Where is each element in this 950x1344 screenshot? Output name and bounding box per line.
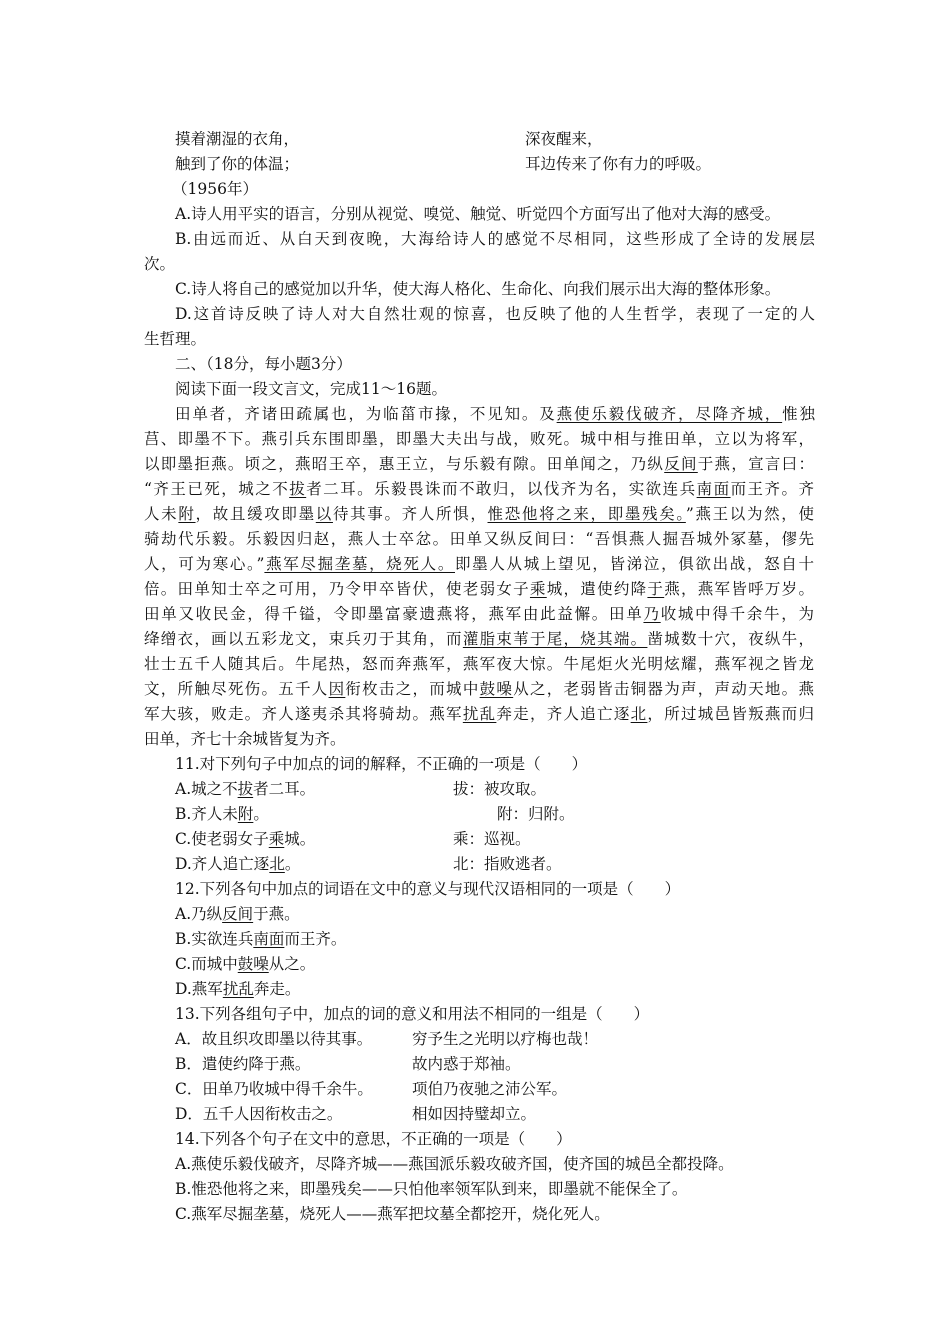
passage-line-14: 田单，齐七十余城皆复为齐。 xyxy=(144,730,346,748)
underlined-phrase: 灌脂束苇于尾，烧其端。 xyxy=(462,630,648,648)
q11-option-b: B.齐人未附。 xyxy=(175,805,269,823)
q10-option-b-line1: B.由远而近、从白天到夜晚，大海给诗人的感觉不尽相同，这些形成了全诗的发展层 xyxy=(175,230,815,248)
passage-line-4: “齐王已死，城之不拔者二耳。乐毅畏诛而不敢归，以伐齐为名，实欲连兵南面而王齐。齐 xyxy=(144,480,814,498)
passage-line-9: 田单又收民金，得千镒，令即墨富豪遗燕将，燕军由此益懈。田单乃收城中得千余牛，为 xyxy=(144,605,814,623)
q11-option-c: C.使老弱女子乘城。 xyxy=(175,830,316,848)
q14-stem: 14.下列各个句子在文中的意思，不正确的一项是（ ） xyxy=(175,1130,572,1148)
q11-option-a: A.城之不拔者二耳。 xyxy=(175,780,316,798)
q12-option-d: D.燕军扰乱奔走。 xyxy=(175,980,301,998)
passage-line-11: 壮士五千人随其后。牛尾热，怒而奔燕军，燕军夜大惊。牛尾炬火光明炫耀，燕军视之皆龙 xyxy=(144,655,814,673)
q11-option-a-gloss: 拔：被攻取。 xyxy=(453,780,547,798)
underlined-word: 北 xyxy=(630,705,648,723)
passage-line-10: 绛缯衣，画以五彩龙文，束兵刃于其角，而灌脂束苇于尾，烧其端。凿城数十穴，夜纵牛， xyxy=(144,630,814,648)
q13-option-d-right: 相如因持璧却立。 xyxy=(412,1105,537,1123)
section-instruction: 阅读下面一段文言文，完成11～16题。 xyxy=(175,380,447,398)
q12-stem: 12.下列各句中加点的词语在文中的意义与现代汉语相同的一项是（ ） xyxy=(175,880,681,898)
q14-option-c: C.燕军尽掘垄墓，烧死人——燕军把坟墓全都挖开，烧化死人。 xyxy=(175,1205,610,1223)
q13-option-b-right: 故内惑于郑袖。 xyxy=(412,1055,521,1073)
q10-option-c: C.诗人将自己的感觉加以升华，使大海人格化、生命化、向我们展示出大海的整体形象。 xyxy=(175,280,781,298)
poem-line-1-right: 深夜醒来， xyxy=(525,130,603,148)
q13-option-a-right: 穷予生之光明以疗梅也哉！ xyxy=(412,1030,599,1048)
q13-option-d-left: D．五千人因衔枚击之。 xyxy=(175,1105,343,1123)
q11-option-d: D.齐人追亡逐北。 xyxy=(175,855,301,873)
underlined-word: 鼓噪 xyxy=(479,680,514,698)
underlined-phrase: 燕军尽掘垄墓，烧死人。 xyxy=(264,555,455,573)
q13-option-c-right: 项伯乃夜驰之沛公军。 xyxy=(412,1080,568,1098)
q14-option-b: B.惟恐他将之来，即墨残矣——只怕他率领军队到来，即墨就不能保全了。 xyxy=(175,1180,688,1198)
underlined-word: 乘 xyxy=(529,580,547,598)
passage-line-8: 倍。田单知士卒之可用，乃令甲卒皆伏，使老弱女子乘城，遣使约降于燕，燕军皆呼万岁。 xyxy=(144,580,814,598)
passage-line-3: 以即墨拒燕。顷之，燕昭王卒，惠王立，与乐毅有隙。田单闻之，乃纵反间于燕，宣言曰： xyxy=(144,455,814,473)
q12-option-a: A.乃纵反间于燕。 xyxy=(175,905,300,923)
passage-line-7: 人，可为寒心。”燕军尽掘垄墓，烧死人。即墨人从城上望见，皆涕泣，俱欲出战，怒自十 xyxy=(144,555,814,573)
q10-option-d-line1: D.这首诗反映了诗人对大自然壮观的惊喜，也反映了他的人生哲学，表现了一定的人 xyxy=(175,305,815,323)
poem-line-2-left: 触到了你的体温； xyxy=(175,155,300,173)
passage-line-13: 军大骇，败走。齐人遂夷杀其将骑劫。燕军扰乱奔走，齐人追亡逐北，所过城邑皆叛燕而归 xyxy=(144,705,814,723)
passage-line-1: 田单者，齐诸田疏属也，为临菑市掾，不见知。及燕使乐毅伐破齐，尽降齐城，惟独 xyxy=(175,405,815,423)
q14-option-a: A.燕使乐毅伐破齐，尽降齐城——燕国派乐毅攻破齐国，使齐国的城邑全都投降。 xyxy=(175,1155,734,1173)
underlined-word: 拔 xyxy=(289,480,307,498)
poem-line-1-left: 摸着潮湿的衣角， xyxy=(175,130,300,148)
underlined-word: 乃 xyxy=(643,605,661,623)
passage-line-2: 莒、即墨不下。燕引兵东围即墨，即墨大夫出与战，败死。城中相与推田单，立以为将军， xyxy=(144,430,814,448)
passage-line-12: 文，所触尽死伤。五千人因衔枚击之，而城中鼓噪从之，老弱皆击铜器为声，声动天地。燕 xyxy=(144,680,814,698)
underlined-word: 于 xyxy=(647,580,665,598)
q13-stem: 13.下列各组句子中，加点的词的意义和用法不相同的一组是（ ） xyxy=(175,1005,650,1023)
q10-option-d-line2: 生哲理。 xyxy=(144,330,207,348)
underlined-word: 南面 xyxy=(696,480,731,498)
q11-option-d-gloss: 北：指败逃者。 xyxy=(453,855,562,873)
underlined-word: 附 xyxy=(178,505,196,523)
section-title: 二、（18分，每小题3分） xyxy=(175,355,352,373)
poem-line-2-right: 耳边传来了你有力的呼吸。 xyxy=(525,155,712,173)
q12-option-b: B.实欲连兵南面而王齐。 xyxy=(175,930,347,948)
q13-option-b-left: B．遣使约降于燕。 xyxy=(175,1055,311,1073)
passage-line-5: 人未附，故且缓攻即墨以待其事。齐人所惧，惟恐他将之来，即墨残矣。”燕王以为然，使 xyxy=(144,505,814,523)
q12-option-c: C.而城中鼓噪从之。 xyxy=(175,955,316,973)
underlined-phrase: 燕使乐毅伐破齐，尽降齐城， xyxy=(556,405,783,423)
q10-option-a: A.诗人用平实的语言，分别从视觉、嗅觉、触觉、听觉四个方面写出了他对大海的感受。 xyxy=(175,205,781,223)
q11-option-c-gloss: 乘：巡视。 xyxy=(453,830,531,848)
poem-year: （1956年） xyxy=(172,180,258,198)
underlined-word: 反间 xyxy=(664,455,698,473)
underlined-word: 因 xyxy=(328,680,346,698)
q11-option-b-gloss: 附：归附。 xyxy=(497,805,575,823)
underlined-phrase: 惟恐他将之来，即墨残矣。 xyxy=(487,505,686,523)
q10-option-b-line2: 次。 xyxy=(144,255,176,273)
underlined-word: 以 xyxy=(315,505,333,523)
passage-line-6: 骑劫代乐毅。乐毅因归赵，燕人士卒忿。田单又纵反间曰：“吾惧燕人掘吾城外冢墓，僇先 xyxy=(144,530,814,548)
q11-stem: 11.对下列句子中加点的词的解释，不正确的一项是（ ） xyxy=(175,755,588,773)
q13-option-c-left: C．田单乃收城中得千余牛。 xyxy=(175,1080,373,1098)
underlined-word: 扰乱 xyxy=(462,705,497,723)
q13-option-a-left: A．故且织攻即墨以待其事。 xyxy=(175,1030,373,1048)
